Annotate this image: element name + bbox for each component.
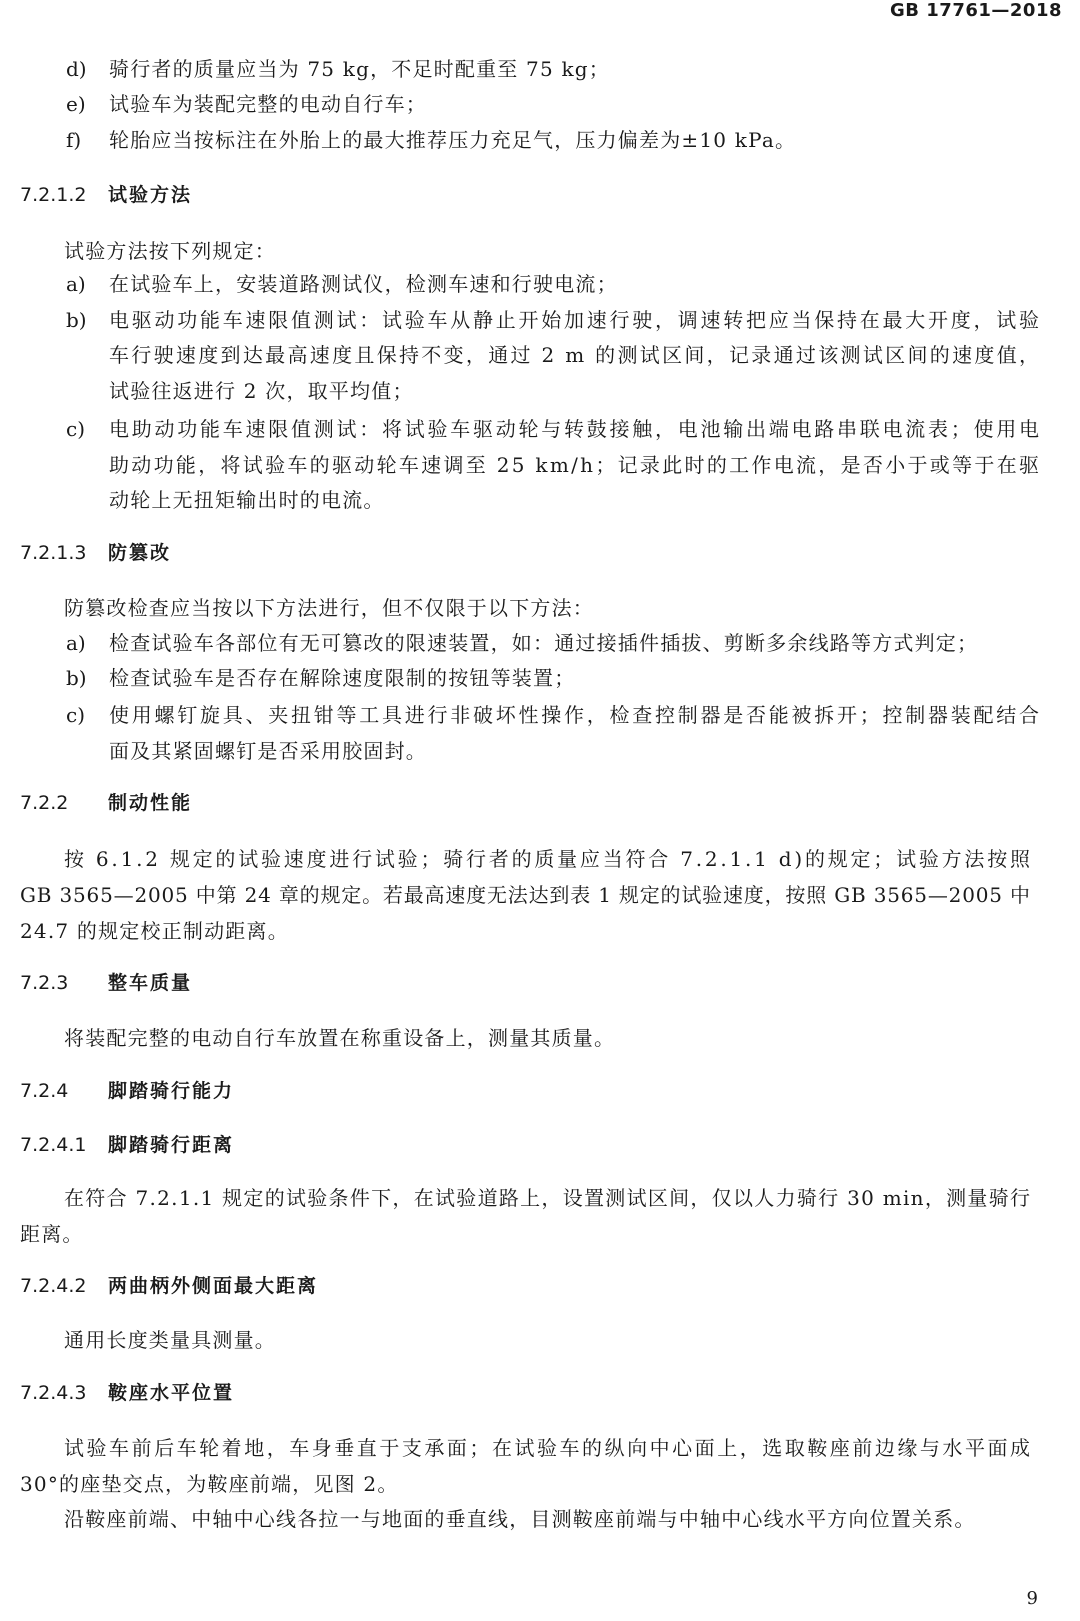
list-item-line: 面及其紧固螺钉是否采用胶固封。 xyxy=(109,739,427,763)
section-title: 整车质量 xyxy=(108,972,193,994)
list-item-line: 试验车为装配完整的电动自行车； xyxy=(109,92,427,116)
paragraph-line: 通用长度类量具测量。 xyxy=(64,1328,276,1352)
section-number: 7.2.4 xyxy=(20,1080,69,1102)
list-item-line: 骑行者的质量应当为 75 kg，不足时配重至 75 kg； xyxy=(109,57,610,81)
list-item-line: 试验往返进行 2 次，取平均值； xyxy=(109,379,414,403)
list-item-line: 车行驶速度到达最高速度且保持不变，通过 2 m 的测试区间，记录通过该测试区间的速度值， xyxy=(109,343,1042,367)
paragraph-line: 距离。 xyxy=(20,1222,84,1246)
section-number: 7.2.4.2 xyxy=(20,1275,87,1297)
list-item-label: a) xyxy=(66,631,86,655)
section-heading-7-2-4-1 xyxy=(20,1132,234,1158)
list-item-line: 助动功能，将试验车的驱动轮车速调至 25 km/h；记录此时的工作电流，是否小于或等于在驱 xyxy=(109,453,1042,477)
paragraph-line: 试验方法按下列规定： xyxy=(64,239,276,263)
section-number: 7.2.1.2 xyxy=(20,184,87,206)
standard-number: GB 17761—2018 xyxy=(890,0,1062,21)
paragraph-line: 在符合 7.2.1.1 规定的试验条件下，在试验道路上，设置测试区间，仅以人力骑行 30 min，测量骑行 xyxy=(64,1186,1032,1210)
section-heading-7-2-2 xyxy=(20,790,192,816)
list-item-label: b) xyxy=(66,308,87,332)
list-item-line: 检查试验车是否存在解除速度限制的按钮等装置； xyxy=(109,666,576,690)
paragraph-line: 24.7 的规定校正制动距离。 xyxy=(20,919,289,943)
section-title: 脚踏骑行距离 xyxy=(108,1134,235,1156)
list-item-line: 使用螺钉旋具、夹扭钳等工具进行非破坏性操作，检查控制器是否能被拆开；控制器装配结合 xyxy=(109,703,1042,727)
paragraph-line: 将装配完整的电动自行车放置在称重设备上，测量其质量。 xyxy=(64,1026,616,1050)
section-title: 鞍座水平位置 xyxy=(108,1382,235,1404)
list-item-label: c) xyxy=(66,703,86,727)
list-item-line: 检查试验车各部位有无可篡改的限速装置，如：通过接插件插拔、剪断多余线路等方式判定； xyxy=(109,631,979,655)
paragraph-line: 30°的座垫交点，为鞍座前端，见图 2。 xyxy=(20,1472,399,1496)
list-item-line: 动轮上无扭矩输出时的电流。 xyxy=(109,488,385,512)
paragraph-line: 沿鞍座前端、中轴中心线各拉一与地面的垂直线，目测鞍座前端与中轴中心线水平方向位置关系。 xyxy=(64,1507,976,1531)
section-heading-7-2-4-2 xyxy=(20,1273,318,1299)
section-heading-7-2-1-3 xyxy=(20,540,171,566)
list-item-line: 轮胎应当按标注在外胎上的最大推荐压力充足气，压力偏差为±10 kPa。 xyxy=(109,128,797,152)
section-title: 制动性能 xyxy=(108,792,193,814)
section-heading-7-2-3 xyxy=(20,970,192,996)
paragraph-line: 试验车前后车轮着地，车身垂直于支承面；在试验车的纵向中心面上，选取鞍座前边缘与水平面成 xyxy=(64,1436,1033,1460)
list-item-label: b) xyxy=(66,666,87,690)
paragraph-line: GB 3565—2005 中第 24 章的规定。若最高速度无法达到表 1 规定的试验速度，按照 GB 3565—2005 中 xyxy=(20,883,1031,907)
page-number: 9 xyxy=(1026,1588,1038,1609)
section-heading-7-2-4-3 xyxy=(20,1380,234,1406)
section-number: 7.2.4.1 xyxy=(20,1134,87,1156)
list-item-label: e) xyxy=(66,92,86,116)
section-number: 7.2.4.3 xyxy=(20,1382,87,1404)
list-item-line: 在试验车上，安装道路测试仪，检测车速和行驶电流； xyxy=(109,272,618,296)
list-item-line: 电驱动功能车速限值测试：试验车从静止开始加速行驶，调速转把应当保持在最大开度，试验 xyxy=(109,308,1042,332)
section-number: 7.2.2 xyxy=(20,792,69,814)
section-title: 脚踏骑行能力 xyxy=(108,1080,235,1102)
list-item-label: a) xyxy=(66,272,86,296)
section-title: 试验方法 xyxy=(108,184,193,206)
list-item-label: c) xyxy=(66,417,86,441)
section-title: 两曲柄外侧面最大距离 xyxy=(108,1275,319,1297)
paragraph-line: 防篡改检查应当按以下方法进行，但不仅限于以下方法： xyxy=(64,596,594,620)
paragraph-line: 按 6.1.2 规定的试验速度进行试验；骑行者的质量应当符合 7.2.1.1 d)的规定；试验方法按照 xyxy=(64,847,1033,871)
list-item-line: 电助动功能车速限值测试：将试验车驱动轮与转鼓接触，电池输出端电路串联电流表；使用电 xyxy=(109,417,1042,441)
section-number: 7.2.3 xyxy=(20,972,69,994)
section-number: 7.2.1.3 xyxy=(20,542,87,564)
list-item-label: d) xyxy=(66,57,87,81)
section-heading-7-2-1-2 xyxy=(20,182,192,208)
section-heading-7-2-4 xyxy=(20,1078,234,1104)
section-title: 防篡改 xyxy=(108,542,172,564)
list-item-label: f) xyxy=(66,128,82,152)
